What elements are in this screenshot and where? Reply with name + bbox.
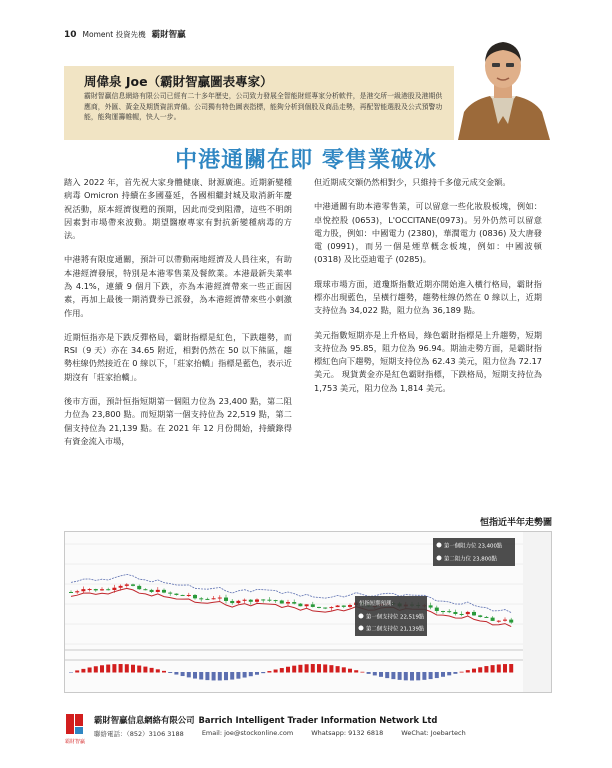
histogram-bar bbox=[162, 671, 166, 673]
candle-body bbox=[187, 595, 191, 596]
page-number: 10 bbox=[64, 30, 77, 40]
candle-body bbox=[466, 612, 470, 614]
candle-body bbox=[143, 589, 147, 590]
index-chart-svg bbox=[65, 532, 552, 693]
candle-body bbox=[447, 611, 451, 612]
paragraph: 後市方面，預計恒指短期第一個阻力位為 23,400 點，第二阻力位為 23,800 點。而短期第一個支持位為 22,519 點，第二個支持位為 21,139 點。在 2021 年 12 月份開始，持續錄得有資金流入市場， bbox=[64, 395, 292, 446]
candle-body bbox=[212, 598, 216, 599]
paragraph: 中港將有限度通關，預計可以帶動兩地經濟及人員往來，有助本港經濟發展，特別是本港零售業及餐飲業。本港最新失業率為 4.1%，連續 9 個月下跌，亦為本港經濟帶來一些正面因素，再加上最後一期消費券已派發，為本港經濟帶來些小刺激作用。 bbox=[64, 254, 292, 318]
histogram-bar bbox=[484, 666, 488, 672]
candle-body bbox=[131, 584, 135, 585]
contact-email[interactable]: Email: joe@stockonline.com bbox=[201, 729, 294, 737]
histogram-bar bbox=[274, 670, 278, 673]
candle-body bbox=[274, 600, 278, 601]
histogram-bar bbox=[212, 672, 216, 680]
index-chart bbox=[64, 531, 552, 693]
candle-body bbox=[460, 614, 464, 615]
histogram-bar bbox=[88, 667, 92, 672]
candle-body bbox=[230, 601, 234, 603]
histogram-bar bbox=[267, 671, 271, 672]
histogram-bar bbox=[125, 664, 129, 672]
section-label: Moment 投資先機 bbox=[82, 30, 146, 39]
right-column bbox=[314, 176, 542, 406]
resistance-2-label: 第二阻力位 23,800點 bbox=[444, 556, 497, 563]
resistance-1-label: 第一個阻力位 23,400點 bbox=[444, 543, 503, 550]
histogram-bar bbox=[472, 669, 476, 673]
candle-body bbox=[348, 605, 352, 607]
histogram-bar bbox=[187, 672, 191, 677]
candle-body bbox=[199, 598, 203, 599]
histogram-bar bbox=[342, 667, 346, 672]
histogram-bar bbox=[367, 672, 371, 674]
paragraph: 環球市場方面，道瓊斯指數近期亦開始進入橫行格局，霸財指標亦出現藍色，呈橫行趨勢，趨勢柱線仍然在 0 線以上，近期支持位為 34,022 點，阻力位為 36,189 點。 bbox=[314, 278, 542, 316]
candle-body bbox=[174, 594, 178, 595]
candle-body bbox=[100, 589, 104, 590]
histogram-bar bbox=[205, 672, 209, 680]
histogram-bar bbox=[230, 672, 234, 680]
histogram-bar bbox=[422, 672, 426, 680]
candle-body bbox=[119, 586, 123, 588]
candle-body bbox=[298, 604, 302, 607]
candle-body bbox=[491, 618, 495, 621]
histogram-bar bbox=[311, 664, 315, 672]
candle-body bbox=[280, 601, 284, 604]
histogram-bar bbox=[292, 666, 296, 673]
candle-body bbox=[429, 605, 433, 607]
contact-phone: 聯絡電話：（852）3106 3188 bbox=[94, 730, 184, 738]
candle-body bbox=[112, 588, 116, 590]
support-title: 恒指短期預測： bbox=[359, 601, 397, 607]
histogram-bar bbox=[218, 672, 222, 680]
candle-body bbox=[236, 601, 240, 603]
candle-body bbox=[261, 599, 265, 600]
histogram-bar bbox=[478, 667, 482, 672]
candle-body bbox=[286, 602, 290, 603]
support-1-label: 第一個支持位 22,519點 bbox=[366, 614, 425, 621]
paragraph: 中港通關有助本港零售業，可以留意一些化妝股板塊，例如：卓悅控股 (0653)，L'OCCITANE(0973)。另外仍然可以留意電力股，例如：中國電力 (2380)，華潤電力 (0836) 及大唐發電 (0991)，而另一個是煙草概念板塊，例如：中國波頓 (0318) 及比亞迪電子 (0285)。 bbox=[314, 201, 542, 265]
histogram-bar bbox=[466, 670, 470, 672]
candle-body bbox=[329, 607, 333, 608]
candle-body bbox=[94, 589, 98, 590]
candle-body bbox=[224, 598, 228, 601]
candle-body bbox=[125, 584, 129, 585]
candle-body bbox=[453, 612, 457, 614]
histogram-bar bbox=[168, 672, 172, 673]
candle-body bbox=[435, 608, 439, 611]
histogram-bar bbox=[143, 667, 147, 673]
histogram-bar bbox=[119, 664, 123, 672]
candle-body bbox=[150, 590, 154, 592]
candle-body bbox=[81, 589, 85, 591]
histogram-bar bbox=[354, 670, 358, 672]
histogram-bar bbox=[360, 672, 364, 673]
histogram-bar bbox=[75, 670, 79, 672]
histogram-bar bbox=[410, 672, 414, 680]
histogram-bar bbox=[94, 666, 98, 672]
candle-body bbox=[323, 608, 327, 609]
histogram-bar bbox=[336, 666, 340, 672]
author-bio: 霸財智贏信息網絡有限公司已經有二十多年歷史，公司致力發展全智能財經專家分析軟件，是港交所一級港股及港期供應商，外匯、黃金及期貨資訊齊備。公司獨有特色圖表指標，能夠分析到個股及商品走勢，再配智能選股及公式預警功能，能夠運籌帷幄，快人一步。 bbox=[84, 92, 443, 122]
candle-body bbox=[292, 602, 296, 604]
footer bbox=[64, 712, 564, 752]
candle-body bbox=[478, 615, 482, 617]
histogram-bar bbox=[298, 665, 302, 673]
company-name bbox=[94, 714, 437, 726]
histogram-bar bbox=[261, 672, 265, 673]
histogram-bar bbox=[447, 672, 451, 675]
histogram-bar bbox=[429, 672, 433, 679]
histogram-bar bbox=[106, 665, 110, 673]
candle-body bbox=[193, 595, 197, 598]
histogram-bar bbox=[453, 672, 457, 674]
histogram-bar bbox=[317, 664, 321, 672]
paragraph: 踏入 2022 年，首先祝大家身體健康、財源廣進。近期新變種病毒 Omicron 持續在多國蔓延，各國相繼封城及取消新年慶祝活動，原本經濟復甦的預期，因此而受到阻滯，這些不明朗因素對市場帶來波動。期望醫療專家有對抗新變種病毒的方法。 bbox=[64, 177, 292, 241]
histogram-bar bbox=[131, 665, 135, 673]
candle-body bbox=[243, 600, 247, 601]
histogram-bar bbox=[156, 669, 160, 672]
candle-body bbox=[342, 606, 346, 607]
candle-body bbox=[168, 593, 172, 594]
histogram-bar bbox=[509, 664, 513, 672]
histogram-bar bbox=[249, 672, 253, 676]
candle-body bbox=[255, 599, 259, 601]
histogram-bar bbox=[416, 672, 420, 680]
candle-body bbox=[484, 617, 488, 618]
histogram-bar bbox=[81, 669, 85, 673]
candle-body bbox=[497, 621, 501, 622]
contact-info bbox=[94, 729, 466, 738]
histogram-bar bbox=[329, 665, 333, 672]
histogram-bar bbox=[503, 664, 507, 672]
histogram-bar bbox=[181, 672, 185, 676]
histogram-bar bbox=[379, 672, 383, 677]
histogram-bar bbox=[174, 672, 178, 675]
candle-body bbox=[106, 589, 110, 590]
histogram-bar bbox=[243, 672, 247, 678]
paragraph: 但近期成交額仍然相對少，只維持千多億元成交金額。 bbox=[314, 177, 511, 187]
candle-body bbox=[305, 604, 309, 606]
candle-body bbox=[503, 620, 507, 621]
candle-body bbox=[88, 589, 92, 590]
candle-body bbox=[336, 606, 340, 608]
support-2-label: 第二個支持位 21,139點 bbox=[366, 626, 425, 633]
paragraph: 美元指數短期亦是上升格局，綠色霸財指標是上升趨勢，短期支持位為 95.85，阻力位為 96.94。期油走勢方面，是霸財指標紅色向下趨勢，短期支持位為 62.43 美元，阻力位為 72.17 美元。 現貨黃金亦是紅色霸財指標，下跌格局，短期支持位為 1,753 美元，阻力位為 1,814 美元。 bbox=[314, 329, 542, 393]
histogram-bar bbox=[199, 672, 203, 679]
left-column bbox=[64, 176, 292, 459]
company-name-cn: 霸財智贏信息網絡有限公司 bbox=[94, 715, 195, 725]
histogram-bar bbox=[255, 672, 259, 675]
candle-body bbox=[137, 586, 141, 589]
histogram-bar bbox=[373, 672, 377, 675]
histogram-bar bbox=[224, 672, 228, 680]
histogram-bar bbox=[305, 664, 309, 672]
histogram-bar bbox=[286, 667, 290, 673]
logo-text: 霸財智贏 bbox=[64, 739, 86, 745]
histogram-bar bbox=[280, 668, 284, 672]
company-name-en: Barrich Intelligent Trader Information Network Ltd bbox=[198, 715, 438, 725]
candle-body bbox=[509, 620, 513, 623]
candle-body bbox=[162, 590, 166, 593]
histogram-bar bbox=[391, 672, 395, 679]
brand-label: 霸財智贏 bbox=[151, 30, 186, 40]
contact-wechat: WeChat: Joebartech bbox=[401, 729, 466, 737]
candle-body bbox=[267, 600, 271, 601]
histogram-bar bbox=[460, 672, 464, 673]
candle-body bbox=[69, 592, 73, 593]
article-headline: 中港通關在即 零售業破冰 bbox=[175, 148, 437, 173]
candle-body bbox=[472, 612, 476, 615]
histogram-bar bbox=[236, 672, 240, 679]
company-logo bbox=[64, 712, 86, 752]
histogram-bar bbox=[137, 666, 141, 673]
candle-body bbox=[218, 598, 222, 599]
candle-body bbox=[75, 591, 79, 592]
histogram-bar bbox=[497, 664, 501, 672]
histogram-bar bbox=[193, 672, 197, 679]
histogram-bar bbox=[441, 672, 445, 677]
histogram-bar bbox=[348, 669, 352, 673]
histogram-bar bbox=[398, 672, 402, 680]
candle-body bbox=[181, 595, 185, 596]
author-portrait bbox=[454, 32, 552, 140]
histogram-bar bbox=[435, 672, 439, 678]
histogram-bar bbox=[404, 672, 408, 680]
histogram-bar bbox=[385, 672, 389, 678]
histogram-bar bbox=[100, 665, 104, 672]
page-header bbox=[64, 28, 186, 40]
histogram-bar bbox=[112, 664, 116, 672]
author-name: 周偉泉 Joe（霸財智贏圖表專家） bbox=[84, 74, 273, 89]
contact-whatsapp: Whatsapp: 9132 6818 bbox=[311, 729, 384, 737]
paragraph: 近期恒指亦是下跌反彈格局，霸財指標是紅色，下跌趨勢，而 RSI（9 天）亦在 34.65 附近，相對仍然在 50 以下熊區，趨勢柱線仍然接近在 0 線以下，「莊家抬轎」指標是藍色，表示近期沒有「莊家抬轎」。 bbox=[64, 331, 292, 382]
candle-body bbox=[205, 599, 209, 600]
histogram-bar bbox=[69, 672, 73, 673]
chart-caption: 恒指近半年走勢圖 bbox=[479, 518, 552, 528]
histogram-bar bbox=[150, 668, 154, 673]
histogram-bar bbox=[323, 664, 327, 672]
candle-body bbox=[317, 607, 321, 608]
candle-body bbox=[311, 604, 315, 607]
candle-body bbox=[156, 590, 160, 592]
candle-body bbox=[441, 611, 445, 612]
histogram-bar bbox=[491, 665, 495, 672]
candle-body bbox=[249, 600, 253, 602]
